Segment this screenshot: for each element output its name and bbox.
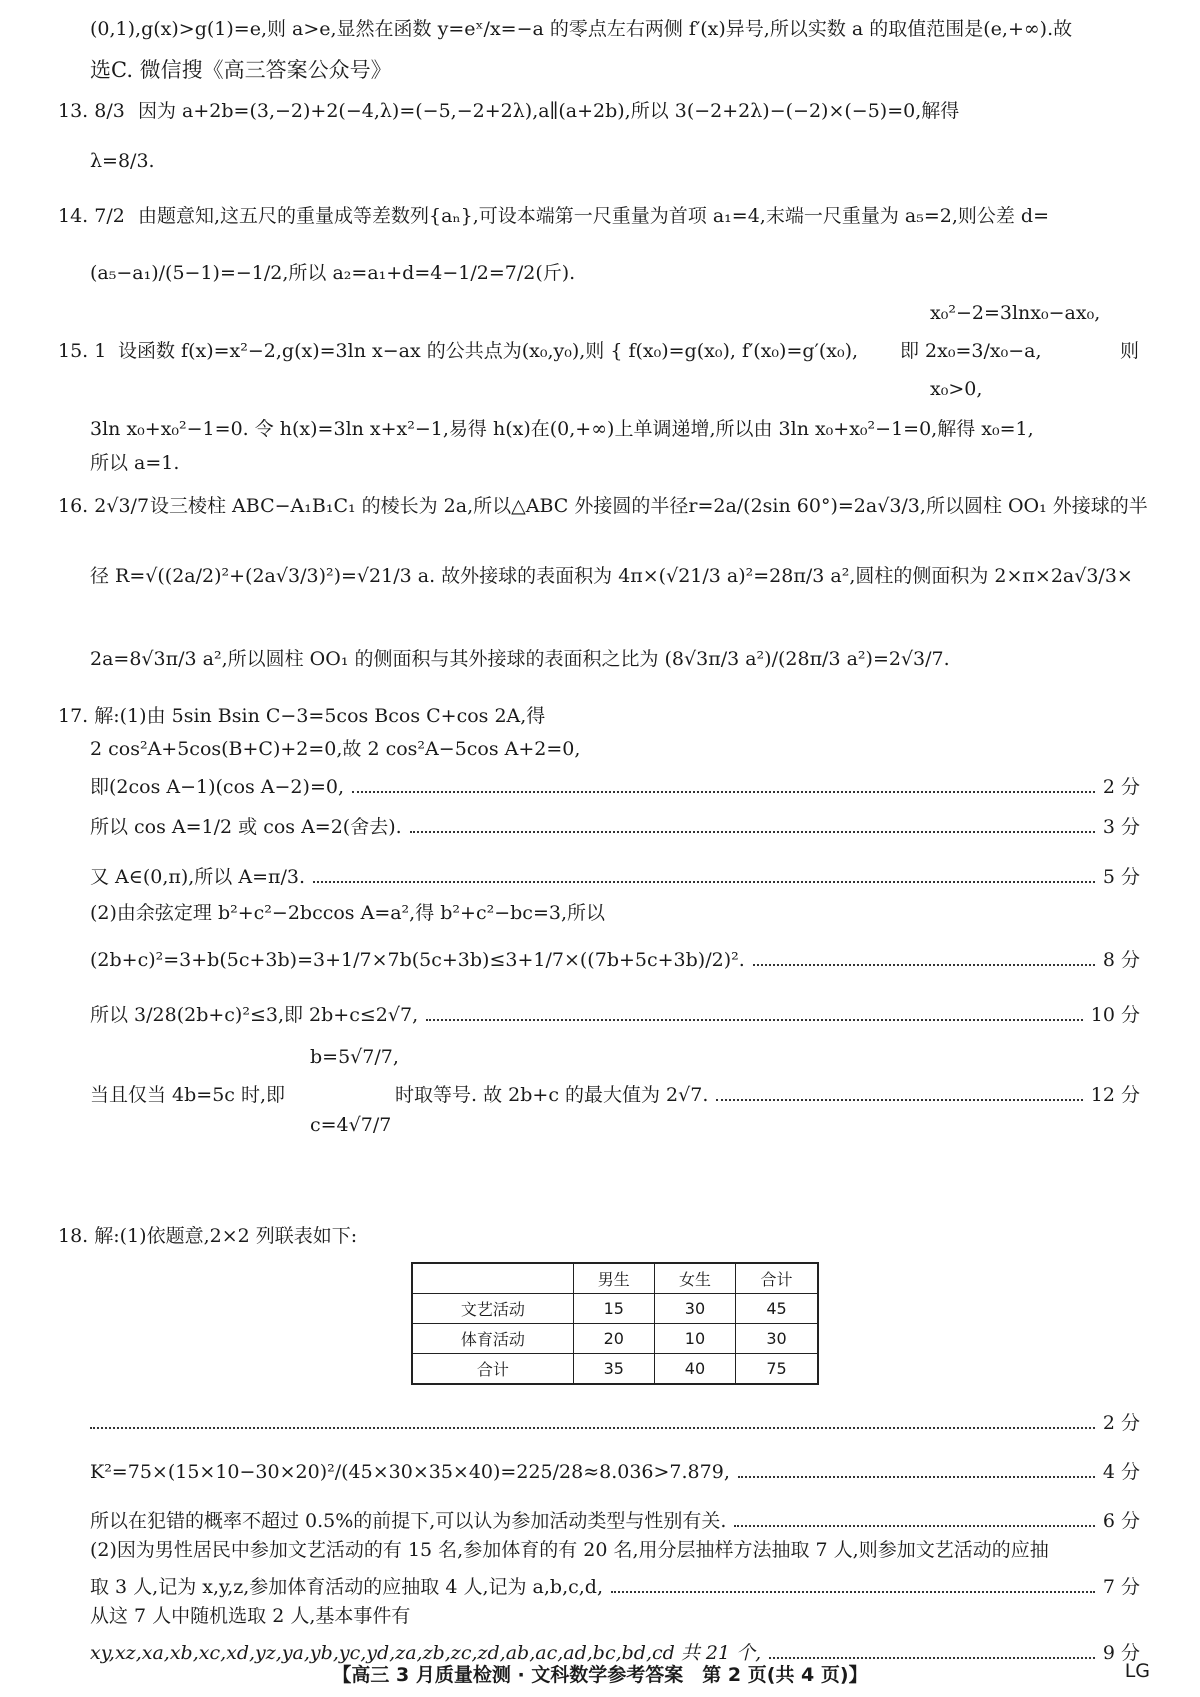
dot-leader	[410, 831, 1095, 833]
table-cell: 体育活动	[412, 1324, 573, 1354]
table-cell: 15	[573, 1294, 654, 1324]
dot-leader	[734, 1525, 1094, 1527]
dot-leader	[313, 881, 1095, 883]
text-line: 所以 cos A=1/2 或 cos A=2(舍去).	[90, 816, 402, 838]
table-cell: 10	[654, 1324, 735, 1354]
score-label: 7 分	[1102, 1576, 1140, 1598]
system-line: x₀²−2=3lnx₀−ax₀,	[930, 302, 1101, 324]
table-row	[412, 1324, 818, 1354]
table-header-cell: 男生	[573, 1263, 654, 1294]
score-label: 5 分	[1102, 866, 1140, 888]
scored-line	[90, 1506, 1140, 1533]
score-label: 2 分	[1102, 1412, 1140, 1434]
text-line: 取 3 人,记为 x,y,z,参加体育活动的应抽取 4 人,记为 a,b,c,d,	[90, 1576, 604, 1598]
scored-line	[90, 772, 1140, 799]
table-header-cell: 合计	[736, 1263, 818, 1294]
question-number: 13. 8/3	[58, 100, 125, 122]
page-footer: 【高三 3 月质量检测 · 文科数学参考答案 第 2 页(共 4 页)】	[332, 1664, 868, 1686]
table-cell: 75	[736, 1354, 818, 1385]
text-line: (a₅−a₁)/(5−1)=−1/2,所以 a₂=a₁+d=4−1/2=7/2(斤).	[90, 262, 576, 284]
text-line: 即(2cos A−1)(cos A−2)=0,	[90, 776, 344, 798]
dot-leader	[769, 1657, 1095, 1659]
table-cell: 20	[573, 1324, 654, 1354]
table-cell: 文艺活动	[412, 1294, 573, 1324]
table-cell: 30	[736, 1324, 818, 1354]
text-line: 所以在犯错的概率不超过 0.5%的前提下,可以认为参加活动类型与性别有关.	[90, 1510, 727, 1532]
text-line: 所以 3/28(2b+c)²≤3,即 2b+c≤2√7,	[90, 1004, 419, 1026]
question-number: 15. 1	[58, 340, 107, 362]
text-line: 由题意知,这五尺的重量成等差数列{aₙ},可设本端第一尺重量为首项 a₁=4,末端一尺重量为 a₅=2,则公差 d=	[138, 205, 1049, 227]
scored-line	[90, 1000, 1140, 1027]
table-cell: 40	[654, 1354, 735, 1385]
contingency-table	[411, 1262, 819, 1385]
text-line: 设函数 f(x)=x²−2,g(x)=3ln x−ax 的公共点为(x₀,y₀),则 { f(x₀)=g(x₀), f′(x₀)=g′(x₀),	[118, 340, 859, 362]
text-line: 径 R=√((2a/2)²+(2a√3/3)²)=√21/3 a. 故外接球的表面积为 4π×(√21/3 a)²=28π/3 a²,圆柱的侧面积为 2×π×2a√3/3×	[90, 565, 1133, 587]
text-line: (2)因为男性居民中参加文艺活动的有 15 名,参加体育的有 20 名,用分层抽样方法抽取 7 人,则参加文艺活动的应抽	[90, 1539, 1049, 1561]
scored-line	[90, 812, 1140, 839]
dot-leader	[611, 1591, 1095, 1593]
text-line: 17. 解:(1)由 5sin Bsin C−3=5cos Bcos C+cos 2A,得	[58, 705, 546, 727]
system-line: c=4√7/7	[310, 1114, 392, 1136]
text-line: (2)由余弦定理 b²+c²−2bccos A=a²,得 b²+c²−bc=3,所以	[90, 902, 605, 924]
score-label: 2 分	[1102, 776, 1140, 798]
text-line: 当且仅当 4b=5c 时,即	[90, 1084, 286, 1106]
table-cell: 35	[573, 1354, 654, 1385]
text-line: (0,1),g(x)>g(1)=e,则 a>e,显然在函数 y=eˣ/x=−a 的零点左右两侧 f′(x)异号,所以实数 a 的取值范围是(e,+∞).故	[90, 18, 1073, 40]
text-line: 选C. 微信搜《高三答案公众号》	[90, 58, 392, 82]
score-label: 4 分	[1102, 1461, 1140, 1483]
table-cell: 30	[654, 1294, 735, 1324]
text-line: 2 cos²A+5cos(B+C)+2=0,故 2 cos²A−5cos A+2=0,	[90, 738, 581, 760]
dot-leader	[352, 791, 1095, 793]
table-cell: 合计	[412, 1354, 573, 1385]
scored-line	[90, 1572, 1140, 1599]
text-line: (2b+c)²=3+b(5c+3b)=3+1/7×7b(5c+3b)≤3+1/7×((7b+5c+3b)/2)².	[90, 949, 745, 971]
text-line: K²=75×(15×10−30×20)²/(45×30×35×40)=225/28≈8.036>7.879,	[90, 1461, 730, 1483]
text-line: λ=8/3.	[90, 150, 155, 172]
score-label: 10 分	[1090, 1004, 1140, 1026]
text-line: 2a=8√3π/3 a²,所以圆柱 OO₁ 的侧面积与其外接球的表面积之比为 (8√3π/3 a²)/(28π/3 a²)=2√3/7.	[90, 648, 950, 670]
table-header-row	[412, 1263, 818, 1294]
footer-code: LG	[1124, 1660, 1150, 1682]
scored-line	[90, 945, 1140, 972]
score-label: 3 分	[1102, 816, 1140, 838]
text-line: 从这 7 人中随机选取 2 人,基本事件有	[90, 1605, 411, 1627]
score-label: 6 分	[1102, 1510, 1140, 1532]
table-row	[412, 1354, 818, 1385]
dot-leader	[426, 1019, 1083, 1021]
text-line: 所以 a=1.	[90, 452, 180, 474]
dot-leader	[716, 1099, 1082, 1101]
question-number: 16. 2√3/7	[58, 495, 150, 517]
scored-line	[90, 1457, 1140, 1484]
system-line: 即 2x₀=3/x₀−a,	[900, 340, 1042, 362]
question-number: 14. 7/2	[58, 205, 125, 227]
text-line: 18. 解:(1)依题意,2×2 列联表如下:	[58, 1225, 358, 1247]
text-line: 因为 a+2b=(3,−2)+2(−4,λ)=(−5,−2+2λ),a∥(a+2b),所以 3(−2+2λ)−(−2)×(−5)=0,解得	[138, 100, 960, 122]
system-line: b=5√7/7,	[310, 1046, 399, 1068]
score-label: 12 分	[1090, 1084, 1140, 1106]
table-header-cell	[412, 1263, 573, 1294]
scored-line	[90, 862, 1140, 889]
text-line: 又 A∈(0,π),所以 A=π/3.	[90, 866, 306, 888]
text-line: 时取等号. 故 2b+c 的最大值为 2√7.	[395, 1084, 709, 1106]
table-cell: 45	[736, 1294, 818, 1324]
dot-leader	[90, 1427, 1095, 1429]
score-label: 8 分	[1102, 949, 1140, 971]
system-line: x₀>0,	[930, 378, 983, 400]
dot-leader	[753, 964, 1095, 966]
dot-leader	[738, 1476, 1095, 1478]
text-line: 3ln x₀+x₀²−1=0. 令 h(x)=3ln x+x²−1,易得 h(x)在(0,+∞)上单调递增,所以由 3ln x₀+x₀²−1=0,解得 x₀=1,	[90, 418, 1034, 440]
scored-line	[90, 1408, 1140, 1435]
text-line: xy,xz,xa,xb,xc,xd,yz,ya,yb,yc,yd,za,zb,zc,zd,ab,ac,ad,bc,bd,cd 共 21 个,	[90, 1642, 762, 1664]
score-label: 9 分	[1102, 1642, 1140, 1664]
text-line: 设三棱柱 ABC−A₁B₁C₁ 的棱长为 2a,所以△ABC 外接圆的半径r=2a/(2sin 60°)=2a√3/3,所以圆柱 OO₁ 外接球的半	[150, 495, 1148, 517]
table-row	[412, 1294, 818, 1324]
table-header-cell: 女生	[654, 1263, 735, 1294]
scored-line	[90, 1080, 1140, 1107]
text-line: 则	[1120, 340, 1140, 362]
